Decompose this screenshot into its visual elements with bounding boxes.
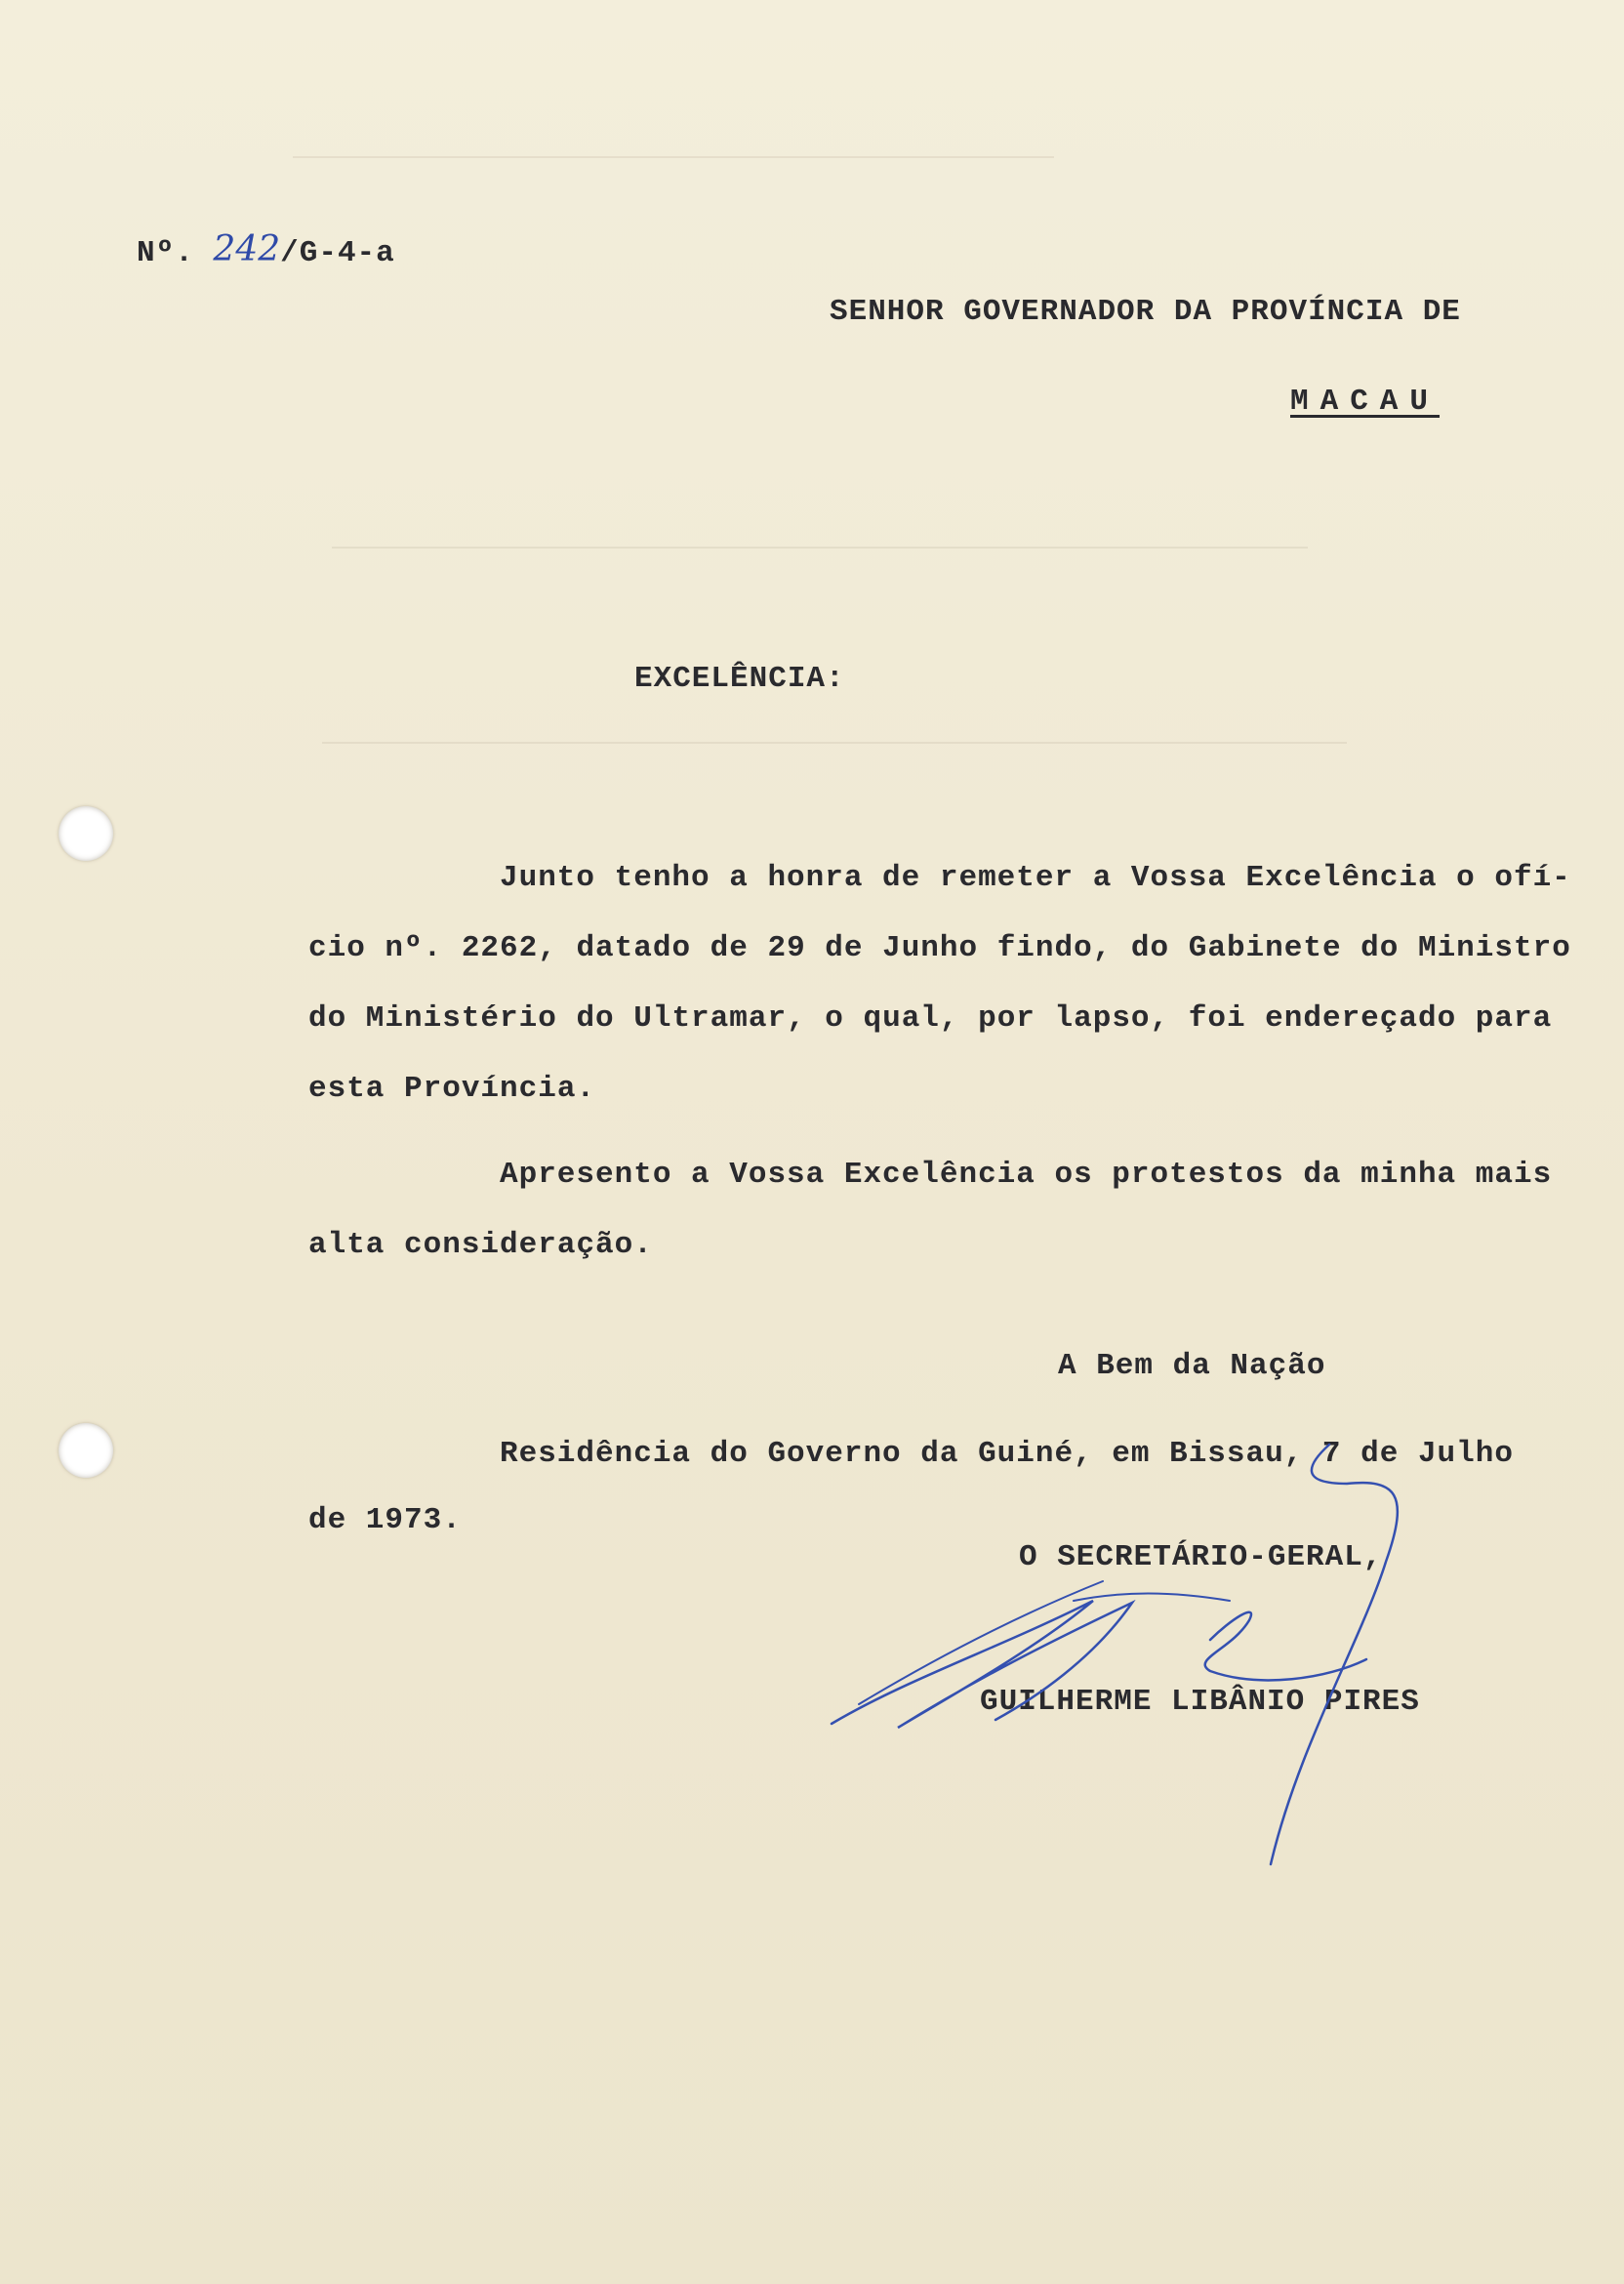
addressee-line-1: SENHOR GOVERNADOR DA PROVÍNCIA DE: [830, 295, 1461, 329]
reference-prefix: Nº.: [137, 236, 194, 270]
paragraph-1-line-3: do Ministério do Ultramar, o qual, por lapso, foi endereçado para: [308, 1001, 1553, 1036]
signatory-title: O SECRETÁRIO-GERAL,: [1019, 1540, 1383, 1574]
paragraph-1-line-1: Junto tenho a honra de remeter a Vossa Excelência o ofí-: [500, 861, 1571, 895]
addressee-line-2: MACAU: [1290, 385, 1441, 419]
place-date-line-2: de 1973.: [308, 1503, 462, 1537]
closing-formula: A Bem da Nação: [1058, 1349, 1326, 1383]
reference-suffix: /G-4-a: [280, 236, 395, 270]
paragraph-1-line-4: esta Província.: [308, 1072, 596, 1106]
signatory-name: GUILHERME LIBÂNIO PIRES: [980, 1685, 1420, 1719]
reference-handwritten-number: 242: [213, 229, 281, 269]
salutation: EXCELÊNCIA:: [634, 662, 845, 696]
paragraph-1-line-2: cio nº. 2262, datado de 29 de Junho findo, do Gabinete do Ministro: [308, 931, 1571, 965]
place-date-line-1: Residência do Governo da Guiné, em Bissau, 7 de Julho: [500, 1437, 1514, 1471]
paragraph-2-line-2: alta consideração.: [308, 1228, 653, 1262]
paragraph-2-line-1: Apresento a Vossa Excelência os protestos da minha mais: [500, 1158, 1553, 1192]
